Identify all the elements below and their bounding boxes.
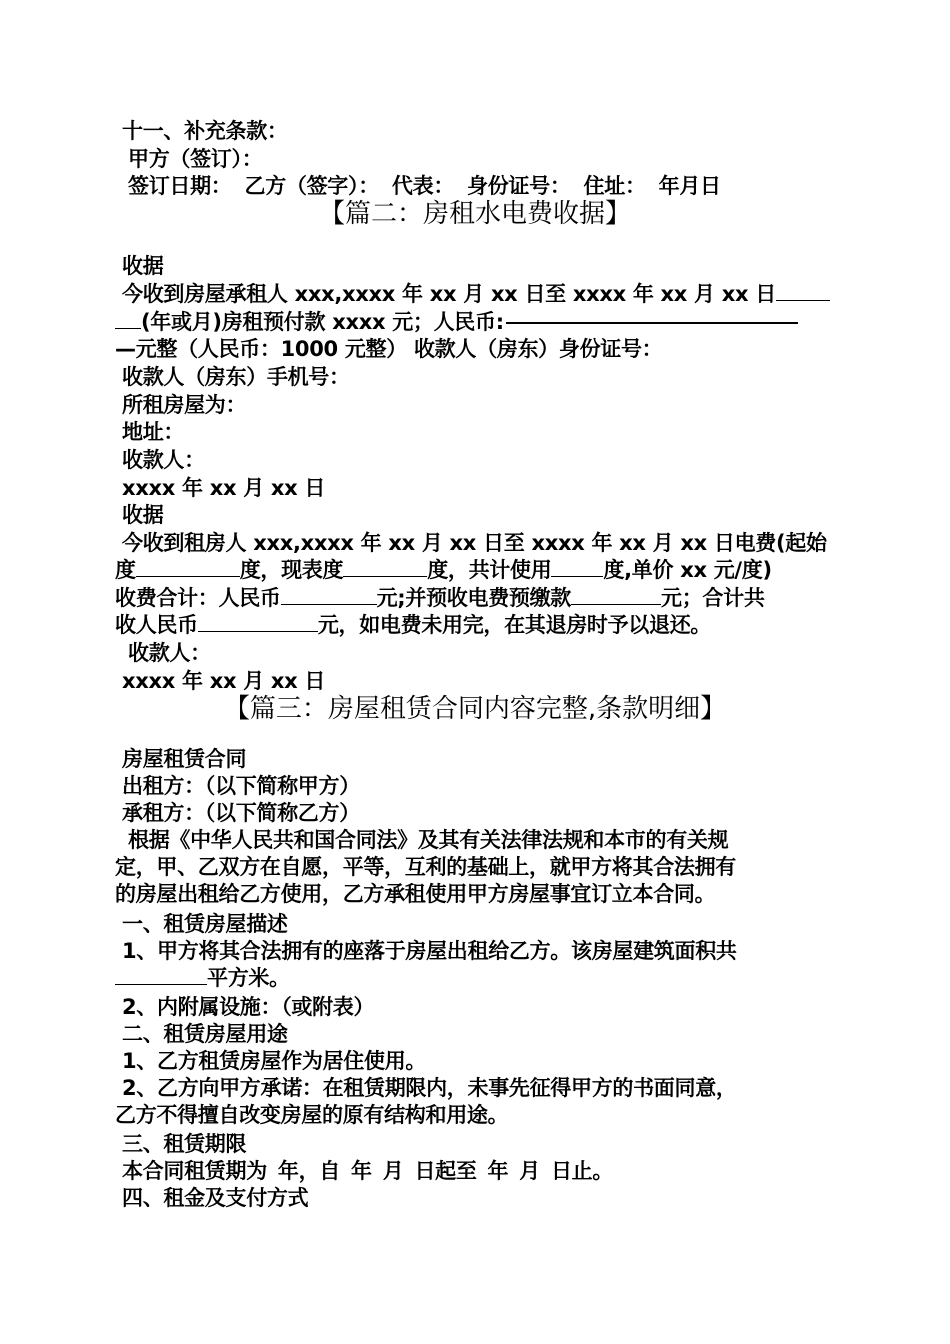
clause-2-item-2: 2、乙方向甲方承诺：在租赁期限内，未事先征得甲方的书面同意， bbox=[122, 1076, 737, 1100]
blank-field bbox=[115, 966, 207, 985]
text-segment: 收费合计：人民币 bbox=[115, 586, 281, 610]
receipt-title-2: 收据 bbox=[122, 503, 164, 527]
payee-line: 收款人： bbox=[122, 448, 205, 472]
receipt-electric-line-2 bbox=[115, 556, 772, 584]
text-segment: 度，共计使用 bbox=[427, 558, 552, 582]
blank-field bbox=[506, 322, 798, 324]
supplement-clause-heading: 十一、补充条款： bbox=[122, 119, 288, 143]
clause-3-heading: 三、租赁期限 bbox=[122, 1132, 247, 1156]
text-segment: 度,单价 xx 元/度) bbox=[603, 558, 772, 582]
clause-1-item-2: 2、内附属设施：（或附表） bbox=[122, 995, 375, 1019]
receipt-rent-text-2: (年或月)房租预付款 xxxx 元；人民币: bbox=[141, 310, 504, 334]
blank-field bbox=[115, 310, 141, 329]
preamble-line-3: 的房屋出租给乙方使用，乙方承租使用甲方房屋事宜订立本合同。 bbox=[115, 882, 716, 906]
preamble-line-2: 定，甲、乙双方在自愿，平等，互利的基础上，就甲方将其合法拥有 bbox=[115, 855, 736, 879]
clause-2-heading: 二、租赁房屋用途 bbox=[122, 1022, 288, 1046]
receipt-title: 收据 bbox=[122, 254, 164, 278]
blank-field bbox=[571, 586, 661, 605]
blank-field bbox=[136, 558, 240, 577]
blank-field bbox=[198, 613, 318, 632]
text-segment: 元，如电费未用完，在其退房时予以退还。 bbox=[317, 613, 712, 637]
receipt-rent-line-1 bbox=[122, 280, 830, 308]
clause-1-item-1-cont bbox=[115, 964, 290, 992]
receipt-rent-line-3: —元整（人民币：1000 元整） 收款人（房东）身份证号： bbox=[115, 337, 663, 361]
clause-4-heading: 四、租金及支付方式 bbox=[122, 1186, 309, 1210]
preamble-line-1: 根据《中华人民共和国合同法》及其有关法律法规和本市的有关规 bbox=[128, 828, 729, 852]
payee-line-2: 收款人： bbox=[128, 641, 211, 665]
blank-field bbox=[776, 282, 830, 301]
lessee-line: 承租方：（以下简称乙方） bbox=[122, 801, 360, 825]
blank-field bbox=[281, 586, 377, 605]
receipt-electric-line-1: 今收到租房人 xxx,xxxx 年 xx 月 xx 日至 xxxx 年 xx 月 xx 日电费(起始 bbox=[122, 531, 827, 555]
clause-2-item-1: 1、乙方租赁房屋作为居住使用。 bbox=[122, 1049, 427, 1073]
party-a-signature-line: 甲方（签订）： bbox=[128, 147, 263, 171]
receipt-date-line: xxxx 年 xx 月 xx 日 bbox=[122, 476, 326, 500]
landlord-phone-line: 收款人（房东）手机号： bbox=[122, 365, 350, 389]
clause-3-item: 本合同租赁期为 年，自 年 月 日起至 年 月 日止。 bbox=[122, 1159, 614, 1183]
text-segment: 元;并预收电费预缴款 bbox=[376, 586, 572, 610]
receipt-rent-text-1: 今收到房屋承租人 xxx,xxxx 年 xx 月 xx 日至 xxxx 年 xx 月 xx 日 bbox=[122, 282, 776, 306]
signing-info-line: 签订日期： 乙方（签字）： 代表： 身份证号： 住址： 年月日 bbox=[128, 174, 721, 198]
contract-title: 房屋租赁合同 bbox=[122, 747, 247, 771]
clause-2-item-2-cont: 乙方不得擅自改变房屋的原有结构和用途。 bbox=[115, 1103, 509, 1127]
clause-1-heading: 一、租赁房屋描述 bbox=[122, 912, 288, 936]
text-segment: 平方米。 bbox=[207, 966, 290, 990]
receipt-electric-line-3 bbox=[115, 584, 765, 612]
section-heading-2: 【篇二：房租水电费收据】 bbox=[318, 199, 631, 229]
lessor-line: 出租方：（以下简称甲方） bbox=[122, 774, 360, 798]
receipt-rent-line-2 bbox=[115, 308, 798, 336]
receipt-date-line-2: xxxx 年 xx 月 xx 日 bbox=[122, 669, 326, 693]
blank-field bbox=[551, 558, 603, 577]
rented-house-line: 所租房屋为： bbox=[122, 393, 247, 417]
text-segment: 度，现表度 bbox=[239, 558, 344, 582]
receipt-electric-line-4 bbox=[115, 611, 711, 639]
text-segment: 收人民币 bbox=[115, 613, 198, 637]
section-heading-3: 【篇三：房屋租赁合同内容完整,条款明细】 bbox=[223, 694, 727, 724]
text-segment: 元；合计共 bbox=[661, 586, 765, 610]
clause-1-item-1: 1、甲方将其合法拥有的座落于房屋出租给乙方。该房屋建筑面积共 bbox=[122, 939, 737, 963]
address-line: 地址： bbox=[122, 420, 185, 444]
blank-field bbox=[343, 558, 427, 577]
text-segment: 度 bbox=[115, 558, 136, 582]
